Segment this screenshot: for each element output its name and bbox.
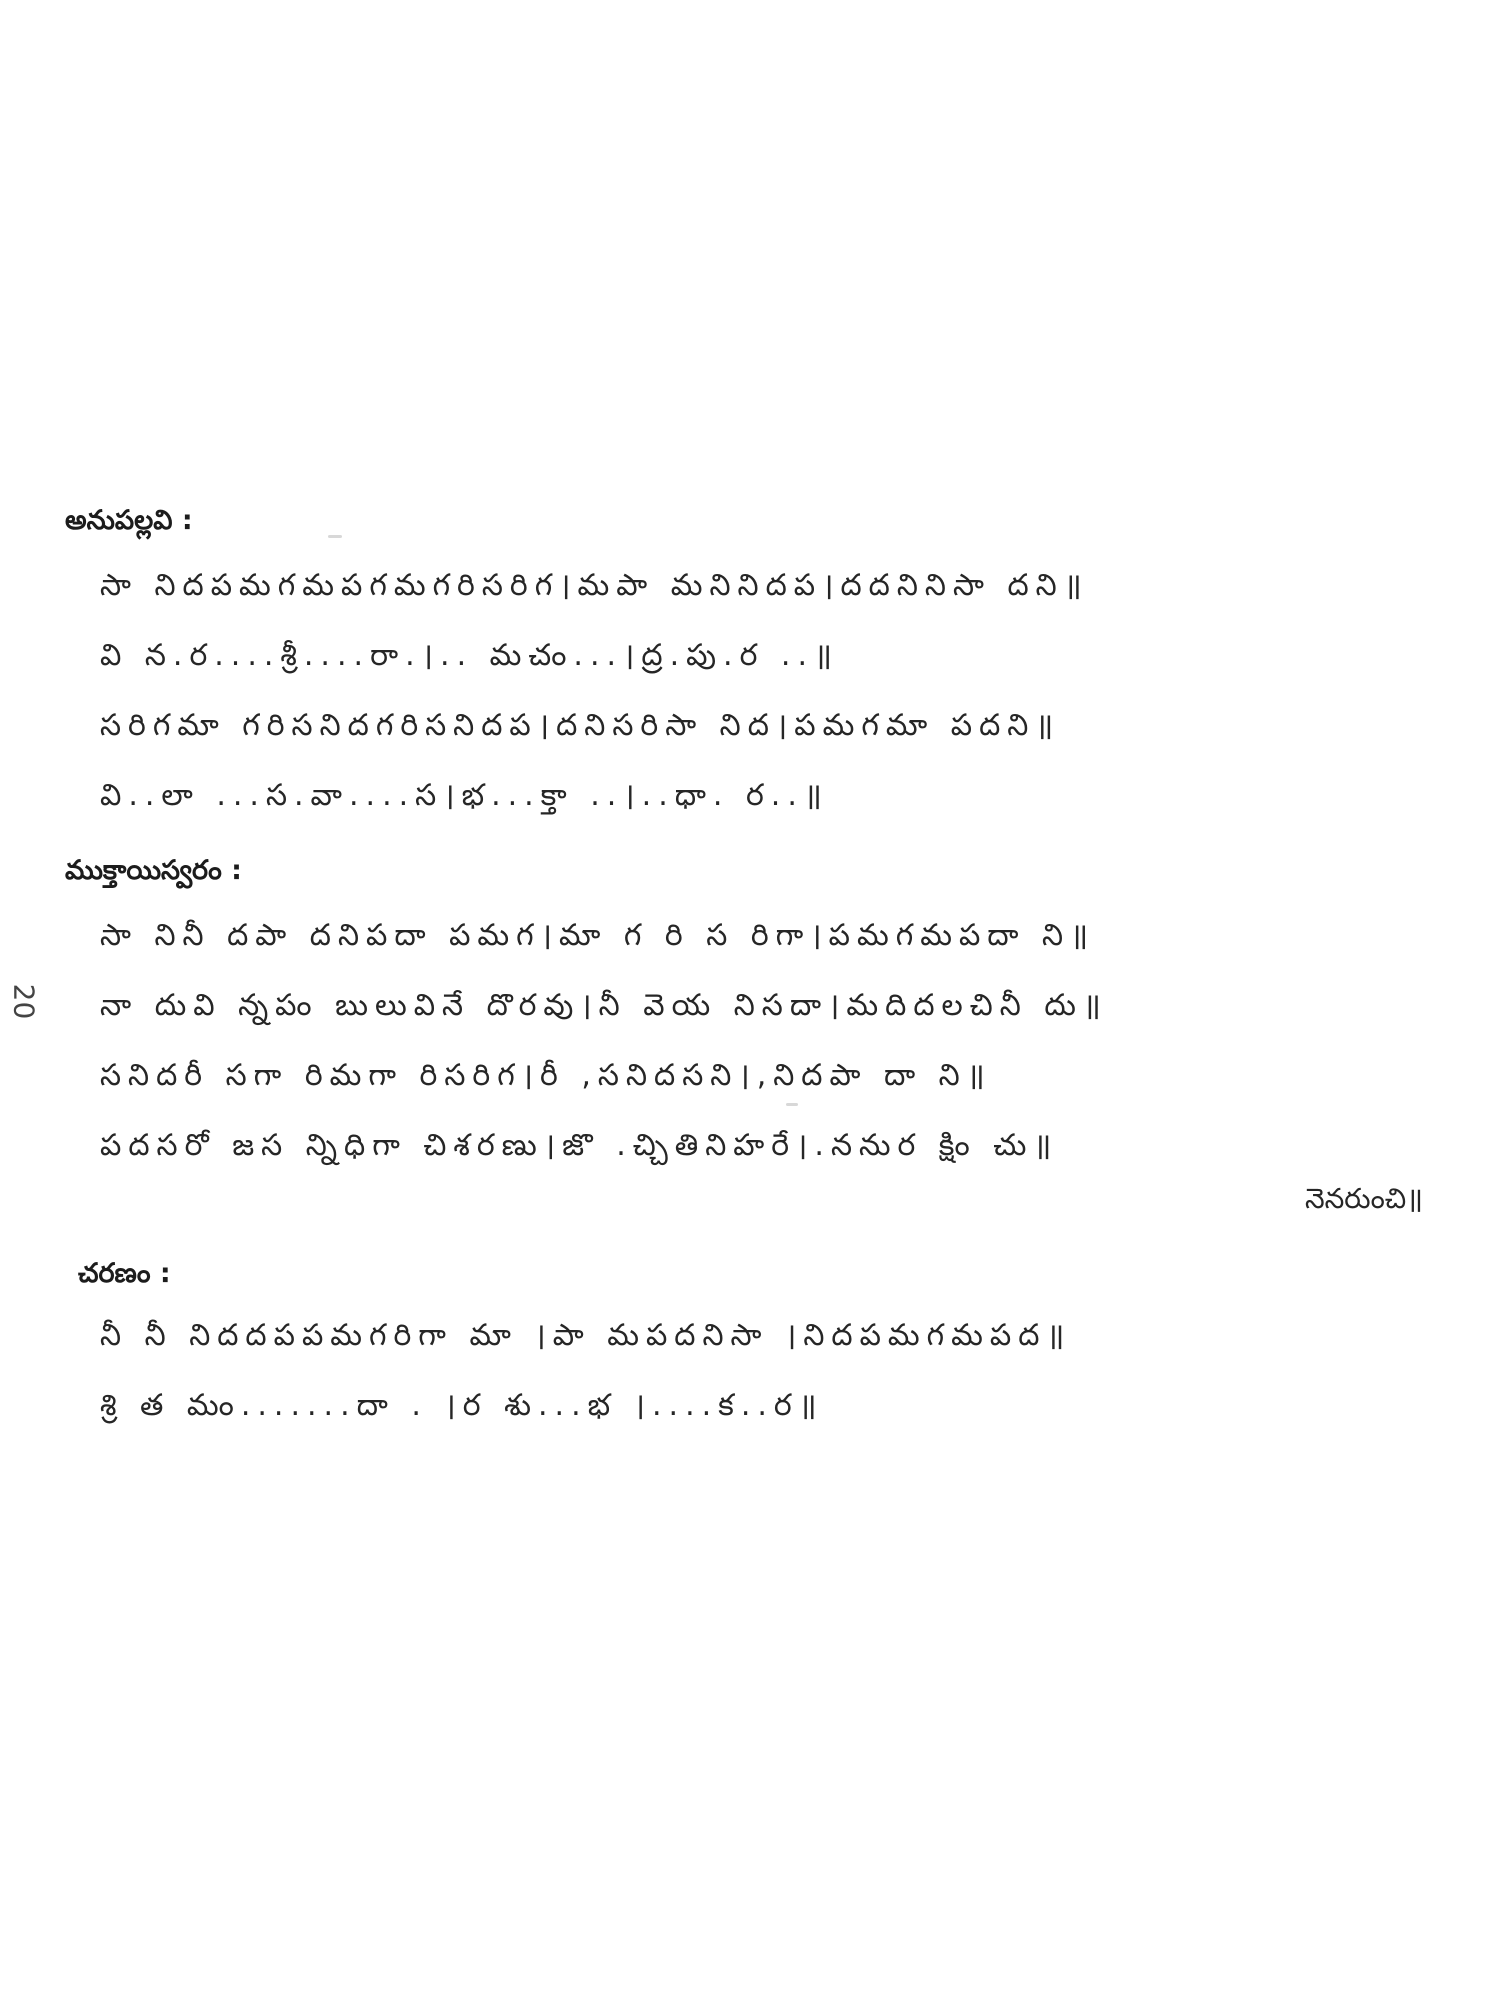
lyric-line: వి..లా ...స.వా....స।భ...క్తా ..।..ధా. ర..॥ (100, 778, 829, 813)
lyric-line: పదసరో జస న్నిధిగా చిశరణు।జొ .చ్చితినిహరే।.ననుర క్షిం చు॥ (100, 1128, 1059, 1163)
page-number: 20 (7, 983, 41, 1020)
section-heading-muktayi-swaram: ముక్తాయిస్వరం : (65, 855, 242, 886)
notation-line: సనిదరీ సగా రిమగా రిసరిగ।రీ ,సనిదసని।,నిదపా దా ని॥ (100, 1058, 992, 1093)
notation-line: సా నిదపమగమపగమగరిసరిగ।మపా మనినిదప।దదనినిసా దని॥ (100, 568, 1089, 603)
scan-speck (328, 535, 342, 538)
lyric-line: వి న.ర....శ్రీ....రా.।.. మచం...।ద్ర.పు.ర ..॥ (100, 638, 839, 673)
section-heading-anupallavi: అనుపల్లవి : (65, 505, 193, 536)
lyric-line: శ్రి త మం.......దా . ।ర శు...భ ।....క..ర॥ (100, 1388, 824, 1423)
scan-speck (786, 1103, 798, 1106)
notation-line: సా నినీ దపా దనిపదా పమగ।మా గ రి స రిగా।పమగమపదా ని॥ (100, 918, 1096, 953)
trailing-word: నెనరుంచి॥ (1305, 1182, 1424, 1215)
notation-line: నీ నీ నిదదపపమగరిగా మా ।పా మపదనిసా ।నిదపమగమపద॥ (100, 1318, 1072, 1353)
lyric-line: నా దువి న్నపం బులువినే దొరవు।నీ వెయ నిసదా।మదిదలచినీ దు॥ (100, 988, 1108, 1023)
notation-line: సరిగమా గరిసనిదగరిసనిదప।దనిసరిసా నిద।పమగమా పదని॥ (100, 708, 1061, 743)
section-heading-charanam: చరణం : (78, 1258, 171, 1289)
